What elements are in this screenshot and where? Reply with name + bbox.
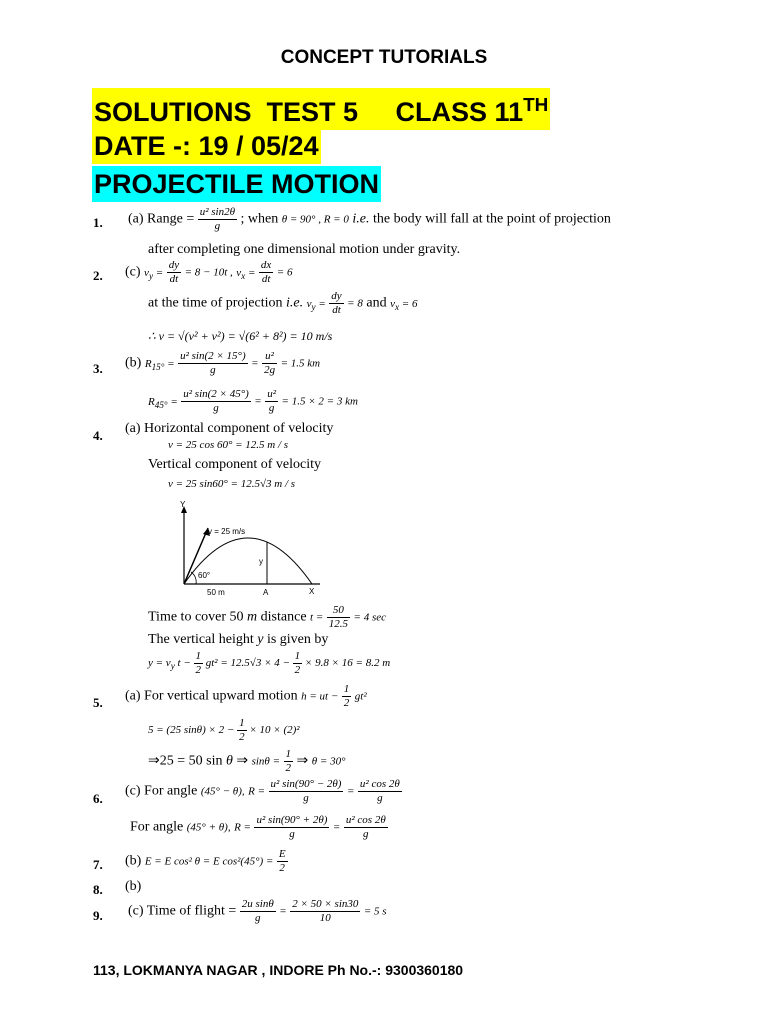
q5-line1 — [125, 683, 367, 710]
q6-frac1b-num: u² cos 2θ — [359, 778, 400, 790]
q2-vx-frac-num: dx — [260, 259, 272, 271]
q4-height-y: y — [257, 632, 264, 647]
q9-label: Time of flight = — [146, 903, 237, 919]
q3-r15-frac1-num: u² sin(2 × 15°) — [180, 350, 246, 362]
q3-r45-frac2-num: u² — [267, 388, 277, 400]
q5-eq-half-den: 2 — [343, 697, 350, 709]
q9-frac2 — [290, 898, 360, 925]
q9-frac1-num: 2u sinθ — [241, 898, 274, 910]
q6-frac2b — [344, 814, 388, 841]
q5-line2 — [148, 717, 300, 744]
q4-height-half2-den: 2 — [294, 664, 301, 676]
q4-height-half-den: 2 — [195, 664, 201, 676]
y-axis-label: Y — [180, 500, 186, 509]
q4-v-eq: v = 25 sin60° = 12.5√3 m / s — [168, 478, 296, 490]
q3-r45-frac2 — [265, 388, 278, 415]
q2-vy-sub: y — [148, 270, 154, 281]
q6-frac2b-num: u² cos 2θ — [345, 814, 386, 826]
q5-line3-e: ⇒ — [296, 753, 309, 769]
q5-line3-frac-den: 2 — [285, 762, 292, 774]
q2-line2-vx: $v_x = 6$ — [390, 297, 418, 312]
q4-height-text-b: is given by — [266, 632, 329, 647]
footer-address: 113, LOKMANYA NAGAR , INDORE Ph No.-: 9300360180 — [93, 962, 464, 978]
q5-line3-frac — [284, 748, 294, 775]
q5-line3-a: ⇒25 = 50 sin — [148, 753, 223, 769]
q2-line1 — [125, 259, 292, 286]
q6-frac1 — [269, 778, 344, 805]
q3-r45-result: = 1.5 × 2 = 3 km — [281, 395, 358, 408]
q5-line3-c: sinθ = — [251, 755, 281, 768]
q4-h-label — [125, 421, 333, 437]
q2-vy-frac-den: dt — [169, 273, 179, 285]
q3-r45-frac2-den: g — [268, 402, 275, 414]
q7-number: 7. — [93, 857, 103, 872]
velocity-label: v = 25 m/s — [208, 527, 246, 536]
q6-label2: For angle — [130, 819, 184, 835]
q4-v-label: Vertical component of velocity — [148, 457, 321, 472]
q4-height-eq-a: y = v — [148, 657, 171, 670]
q1-number: 1. — [93, 215, 103, 230]
q5-line3-theta: θ — [225, 753, 233, 769]
q5-line3-b: ⇒ — [236, 753, 249, 769]
q1-option: (a) — [128, 211, 144, 227]
q6-angle1: (45° − θ), — [200, 785, 245, 798]
q4-time-rest: distance — [260, 609, 307, 625]
q3-r15-sub: 15° — [151, 361, 165, 372]
header-date: DATE -: 19 / 05/24 — [92, 128, 321, 164]
q6-label1: For angle — [144, 783, 198, 799]
q2-vy-frac-num: dy — [168, 259, 180, 271]
projectile-diagram — [170, 498, 330, 598]
q3-r45: $R_{45^\circ}$ = — [148, 395, 178, 410]
q2-option: (c) — [125, 264, 141, 280]
q4-height-eq — [148, 650, 390, 677]
q5-line2-half-num: 1 — [239, 717, 245, 729]
q3-r15-result: = 1.5 km — [280, 357, 321, 370]
q9-frac2-num: 2 × 50 × sin30 — [292, 898, 359, 910]
q6-line2: For angle (45° + θ), R = $\frac{\text{u² sin(90° + 2θ)}}{g}$ = $\frac{\text{u² cos 2θ}}{g}$ — [130, 814, 386, 840]
q2-vx-symbol: v — [236, 266, 242, 279]
q2-vx-frac-den: dt — [261, 273, 271, 285]
q8-option: (b) — [125, 879, 142, 894]
q6-frac2-den: g — [289, 828, 295, 840]
q2-line2-frac-den: dt — [332, 304, 341, 316]
q1-range-label: Range = — [147, 211, 195, 227]
q6-frac2 — [254, 814, 329, 841]
q4-number: 4. — [93, 428, 103, 443]
q9-frac1-den: g — [255, 912, 261, 924]
q1-condition: θ = 90° , R = 0 — [281, 213, 349, 226]
q1-when: ; when — [240, 211, 279, 227]
q1-range-fraction — [198, 206, 237, 233]
q2-vx-frac — [259, 259, 273, 286]
x-axis-label: X — [309, 587, 315, 596]
q2-line3: ∴ v = √(v² + v²) = √(6² + 8²) = 10 m/s — [148, 329, 333, 343]
q2-vy-symbol: v — [144, 266, 149, 279]
q5-line2-b: × 10 × (2)² — [249, 724, 300, 737]
q1-text: the body will fall at the point of projection — [372, 211, 611, 227]
q4-time-result: = 4 sec — [353, 611, 386, 624]
q3-line2: $R_{45^\circ}$ = $\frac{\text{u² sin(2 × 45°)}}{g}$ = $\frac{\text{u²}}{g}$ = 1.5 × 2 = 3 km — [148, 388, 358, 414]
q4-time-frac — [327, 604, 350, 631]
q1-line1 — [128, 206, 611, 233]
q4-time-frac-den: 12.5 — [328, 618, 349, 630]
q4-time-label: Time to cover 50 — [148, 609, 244, 625]
header-solutions-text: SOLUTIONS TEST 5 CLASS 11 — [94, 97, 524, 127]
q3-line1: (b) $R_{15^\circ}$ = $\frac{\text{u² sin(2 × 15°)}}{g}$ = $\frac{\text{u²}}{2g}$ = 1.5 km — [125, 350, 321, 376]
q1-line2: after completing one dimensional motion under gravity. — [148, 242, 461, 257]
q6-line1: (c) For angle (45° − θ), R = $\frac{\text{u² sin(90° − 2θ)}}{g}$ = $\frac{\text{u² cos 2θ}}{g}$ — [125, 778, 400, 804]
q3-r15-symbol: R — [144, 357, 152, 370]
q2-vx-sub: x — [241, 270, 246, 281]
q3-r45-frac1-den: g — [213, 402, 219, 414]
q4-option: (a) — [125, 421, 141, 436]
q3-r15-frac2 — [262, 350, 277, 377]
q5-option: (a) — [125, 688, 141, 704]
q2-line2-frac — [329, 290, 343, 317]
q2-line2-vy-rest: = 8 — [347, 297, 363, 310]
header-topic: PROJECTILE MOTION — [92, 166, 381, 202]
distance-label: 50 m — [207, 588, 225, 597]
q6-r1: R = — [248, 785, 266, 798]
q7-frac-num: E — [278, 848, 286, 860]
q5-line2-half — [237, 717, 247, 744]
q6-option: (c) — [125, 783, 141, 799]
q3-option: (b) — [125, 355, 142, 371]
q2-line2-frac-num: dy — [331, 290, 342, 302]
q4-height-half-num: 1 — [195, 650, 201, 662]
q4-time-frac-num: 50 — [327, 604, 350, 618]
q6-frac2-num: u² sin(90° + 2θ) — [256, 814, 328, 826]
q4-height-eq-b: t − — [177, 657, 191, 670]
q5-line2-a: 5 = (25 sinθ) × 2 − — [148, 724, 235, 737]
q4-height-label — [148, 632, 328, 648]
q4-height-half — [194, 650, 204, 677]
q2-vy-frac — [167, 259, 181, 286]
q2-line2-ie: i.e. — [286, 295, 304, 311]
q9-frac2-den: 10 — [319, 912, 331, 924]
height-label: y — [259, 557, 263, 566]
q6-r2: R = — [234, 821, 251, 834]
q7-eq: E = E cos² θ = E cos²(45°) = — [144, 855, 274, 868]
q3-r45-frac1 — [181, 388, 251, 415]
q3-r15: $R_{15^\circ}$ = — [144, 357, 175, 372]
q9-result: = 5 s — [363, 905, 387, 918]
q6-number: 6. — [93, 791, 103, 806]
q2-vx-rest: = 6 — [276, 266, 293, 279]
q5-line3-f: θ = 30° — [311, 755, 346, 768]
q4-height-text-a: The vertical height — [148, 632, 254, 647]
q4-height-half2 — [293, 650, 303, 677]
q3-number: 3. — [93, 361, 103, 376]
q1-frac-den: g — [214, 220, 221, 232]
q6-frac1-num: u² sin(90° − 2θ) — [270, 778, 342, 790]
q3-r15-frac2-num: u² — [262, 350, 277, 364]
q8-number: 8. — [93, 882, 103, 897]
q6-angle2: (45° + θ), — [186, 821, 231, 834]
q4-time-unit: m — [247, 609, 258, 625]
q7-frac-den: 2 — [279, 862, 285, 874]
q2-vy: $v_y$ = — [144, 266, 164, 281]
q3-r15-frac1 — [178, 350, 248, 377]
q1-frac-num: u² sin2θ — [199, 206, 236, 218]
q5-eq-half — [342, 683, 352, 710]
q3-r45-symbol: R — [148, 395, 155, 408]
q4-time-t: t = — [310, 611, 324, 624]
q4-height-eq-d: × 9.8 × 16 = 8.2 m — [304, 657, 391, 670]
q9-frac1 — [240, 898, 276, 925]
q9-option: (c) — [128, 903, 144, 919]
q5-eq-a: h = ut − — [301, 690, 339, 703]
q9-number: 9. — [93, 908, 103, 923]
q6-frac1-den: g — [303, 792, 309, 804]
q5-line3 — [148, 748, 345, 775]
q2-vx: $v_x$ = — [236, 266, 256, 281]
q4-h-label-text: Horizontal component of velocity — [144, 421, 334, 436]
header-solutions-class — [92, 88, 550, 130]
q2-vy-rest: = 8 − 10t , — [184, 266, 233, 279]
q6-frac1b-den: g — [377, 792, 383, 804]
q5-eq-half-num: 1 — [343, 683, 350, 695]
header-class-sup: TH — [523, 95, 549, 116]
q7-option: (b) — [125, 853, 142, 869]
q9-line: (c) Time of flight = $\frac{\text{2u sinθ}}{g}$ = $\frac{2 \times 50 \times \sin 30}{10}$ = 5 s — [128, 898, 387, 924]
institute-name: CONCEPT TUTORIALS — [280, 47, 488, 68]
angle-label: 60° — [198, 571, 211, 580]
q2-line2-vy: $v_y$ = — [306, 297, 326, 312]
q2-line2-vx-val: = 6 — [401, 297, 418, 310]
q5-line3-frac-num: 1 — [285, 748, 292, 760]
point-a-label: A — [263, 588, 269, 597]
q7-line — [125, 848, 288, 875]
q4-height-half2-num: 1 — [294, 650, 301, 662]
q4-h-eq: v = 25 cos 60° = 12.5 m / s — [168, 439, 289, 451]
q5-line2-half-den: 2 — [239, 731, 245, 743]
q4-height-eq-c: gt² = 12.5√3 × 4 − — [205, 657, 290, 670]
q7-frac — [277, 848, 288, 875]
q6-frac1b — [358, 778, 402, 805]
q3-r45-sub: 45° — [154, 399, 168, 410]
q4-height-eq-sub: y — [170, 661, 175, 672]
q5-number: 5. — [93, 695, 103, 710]
q2-line2-and: and — [366, 295, 387, 311]
q3-r15-frac2-den: 2g — [264, 364, 276, 376]
q4-time-line — [148, 604, 386, 631]
q2-line2 — [148, 290, 417, 317]
q2-number: 2. — [93, 268, 103, 283]
q1-ie: i.e. — [352, 211, 370, 227]
q5-eq-b: gt² — [354, 690, 367, 703]
q3-r45-frac1-num: u² sin(2 × 45°) — [183, 388, 249, 400]
q2-line2-text: at the time of projection — [148, 295, 283, 311]
q5-label: For vertical upward motion — [144, 688, 298, 704]
q3-r15-frac1-den: g — [210, 364, 216, 376]
q6-frac2b-den: g — [363, 828, 369, 840]
